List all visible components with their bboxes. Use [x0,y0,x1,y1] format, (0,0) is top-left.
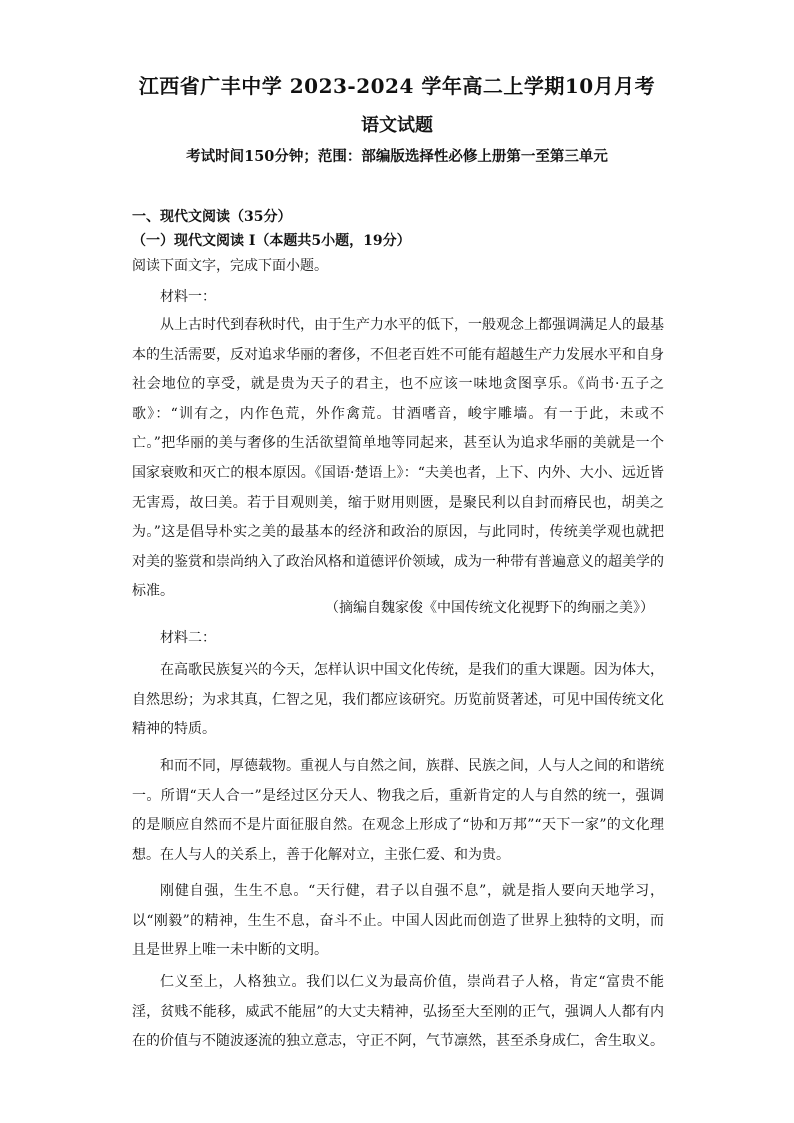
material-2-paragraph-2: 和而不同，厚德载物。重视人与自然之间，族群、民族之间，人与人之间的和谐统一。所谓“天人合一”是经过区分天人、物我之后，重新肯定的人与自然的统一，强调的是顺应自然而不是片面征服自然。在观念上形成了“协和万邦”“天下一家”的文化理想。在人与人的关系上，善于化解对立，主张仁爱、和为贵。 [132,758,664,863]
reading-instruction: 阅读下面文字，完成下面小题。 [132,258,328,274]
material-2-paragraph-1: 在高歌民族复兴的今天，怎样认识中国文化传统，是我们的重大课题。因为体大，自然思纷；为求其真，仁智之见，我们都应该研究。历览前贤著述，可见中国传统文化精神的特质。 [132,662,664,738]
exam-title: 江西省广丰中学 2023-2024 学年高二上学期10月月考 [138,74,656,98]
material-2-paragraph-4: 仁义至上，人格独立。我们以仁义为最高价值，崇尚君子人格，肯定“富贵不能淫，贫贱不能移，威武不能屈”的大丈夫精神，弘扬至大至刚的正气，强调人人都有内在的价值与不随波逐流的独立意志，守正不阿，气节凛然，甚至杀身成仁，舍生取义。 [132,974,664,1050]
material-2-label: 材料二： [160,630,216,646]
exam-subtitle: 语文试题 [361,115,433,136]
material-1-paragraph: 从上古时代到春秋时代，由于生产力水平的低下，一般观念上都强调满足人的最基本的生活需要，反对追求华丽的奢侈，不但老百姓不可能有超越生产力发展水平和自身社会地位的享受，就是贵为天子的君主，也不应该一味地贪图享乐。《尚书·五子之歌》：“训有之，内作色荒，外作禽荒。甘酒嗜音，峻宇雕墙。有一于此，未或不亡。”把华丽的美与奢侈的生活欲望简单地等同起来，甚至认为追求华丽的美就是一个国家衰败和灭亡的根本原因。《国语·楚语上》：“夫美也者，上下、内外、大小、远近皆无害焉，故曰美。若于目观则美，缩于财用则匮，是聚民利以自封而瘠民也，胡美之为。”这是倡导朴实之美的最基本的经济和政治的原因，与此同时，传统美学观也就把对美的鉴赏和崇尚纳入了政治风格和道德评价领域，成为一种带有普遍意义的超美学的标准。 [132,317,664,600]
section-heading: 一、现代文阅读（35分） [132,209,292,225]
material-1-label: 材料一： [160,289,216,305]
exam-info: 考试时间150分钟；范围：部编版选择性必修上册第一至第三单元 [186,148,608,165]
material-1-source: （摘编自魏家俊《中国传统文化视野下的绚丽之美》） [325,600,654,616]
material-2-paragraph-3: 刚健自强，生生不息。“天行健，君子以自强不息”，就是指人要向天地学习，以“刚毅”的精神，生生不息，奋斗不止。中国人因此而创造了世界上独特的文明，而且是世界上唯一未中断的文明。 [132,883,664,959]
sub-section-heading: （一）现代文阅读 Ⅰ（本题共5小题，19分） [132,233,411,249]
